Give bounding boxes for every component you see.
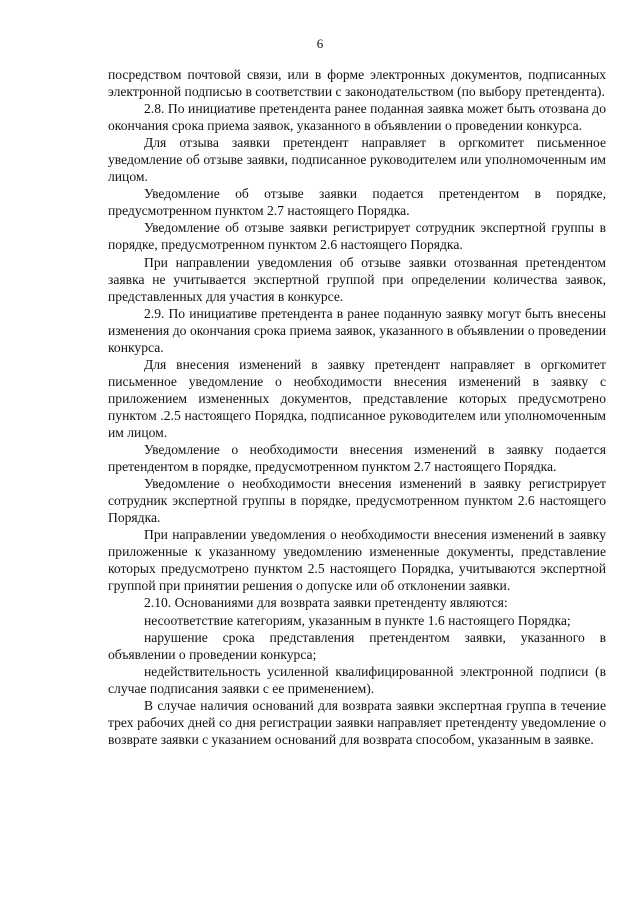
paragraph: Уведомление о необходимости внесения изменений в заявку подается претендентом в порядке, предусмотренном пунктом 2.7 настоящего Порядка. [108, 442, 606, 475]
paragraph: Для отзыва заявки претендент направляет в оргкомитет письменное уведомление об отзыве заявки, подписанное руководителем или уполномоченным им лицом. [108, 135, 606, 185]
paragraph: 2.9. По инициативе претендента в ранее поданную заявку могут быть внесены изменения до окончания срока приема заявок, указанного в объявлении о проведении конкурса. [108, 305, 606, 355]
paragraph: В случае наличия оснований для возврата заявки экспертная группа в течение трех рабочих дней со дня регистрации заявки направляет претенденту уведомление о возврате заявки с указанием оснований для возврата способом, указанным в заявке. [108, 697, 606, 747]
paragraph: При направлении уведомления об отзыве заявки отозванная претендентом заявка не учитывается экспертной группой при определении количества заявок, представленных для участия в конкурсе. [108, 254, 606, 304]
paragraph: При направлении уведомления о необходимости внесения изменений в заявку приложенные к указанному уведомлению измененные документы, представление которых предусмотрено пунктом 2.5 настоящего Порядка, учитываются экспертной группой при принятии решения о допуске или об отклонении заявки. [108, 527, 606, 594]
paragraph: Уведомление об отзыве заявки подается претендентом в порядке, предусмотренном пунктом 2.7 настоящего Порядка. [108, 186, 606, 219]
page-number: 6 [316, 36, 324, 51]
paragraph: нарушение срока представления претендентом заявки, указанного в объявлении о проведении конкурса; [108, 629, 606, 662]
paragraph: Уведомление об отзыве заявки регистрирует сотрудник экспертной группы в порядке, предусмотренном пунктом 2.6 настоящего Порядка. [108, 220, 606, 253]
paragraph: 2.10. Основаниями для возврата заявки претенденту являются: [144, 595, 508, 611]
paragraph: Уведомление о необходимости внесения изменений в заявку регистрирует сотрудник экспертной группы в порядке, предусмотренном пунктом 2.6 настоящего Порядка. [108, 476, 606, 526]
paragraph: несоответствие категориям, указанным в пункте 1.6 настоящего Порядка; [144, 612, 571, 628]
document-body [108, 66, 606, 748]
paragraph: недействительность усиленной квалифицированной электронной подписи (в случае подписания заявки с ее применением). [108, 663, 606, 696]
paragraph: посредством почтовой связи, или в форме электронных документов, подписанных электронной подписью в соответствии с законодательством (по выбору претендента). [108, 67, 606, 100]
paragraph: Для внесения изменений в заявку претендент направляет в оргкомитет письменное уведомление о необходимости внесения изменений в заявку с приложением измененных документов, представление которых предусмотрено пунктом .2.5 настоящего Порядка, подписанное руководителем или уполномоченным им лицом. [108, 356, 606, 440]
paragraph: 2.8. По инициативе претендента ранее поданная заявка может быть отозвана до окончания срока приема заявок, указанного в объявлении о проведении конкурса. [108, 101, 606, 134]
